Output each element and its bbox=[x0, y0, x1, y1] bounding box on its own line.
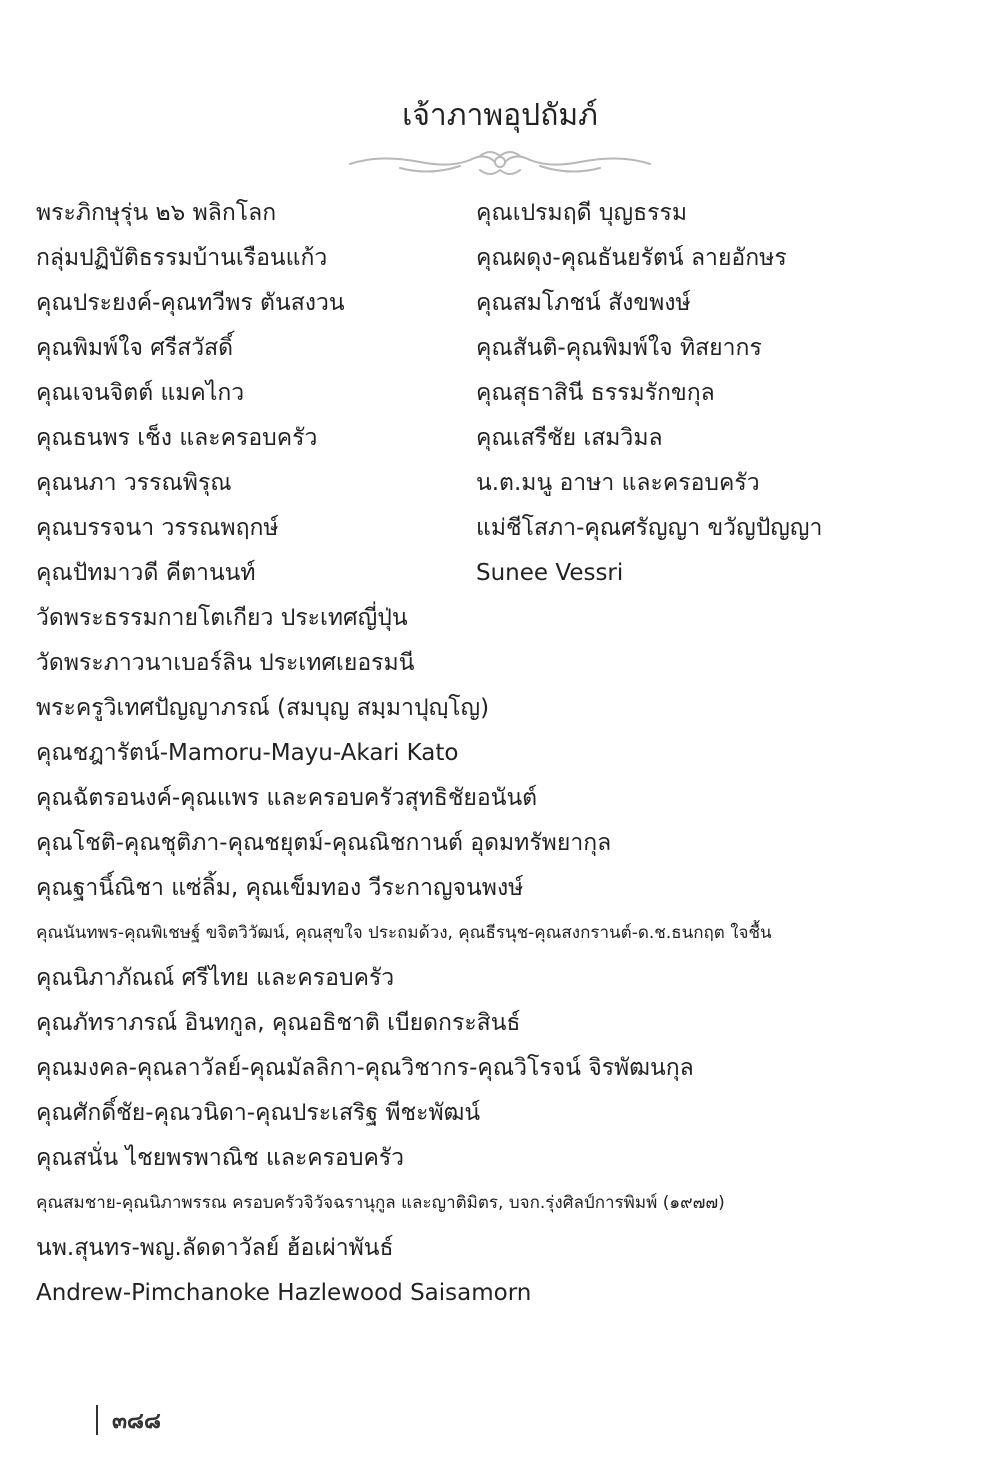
list-item: คุณชฎารัตน์-Mamoru-Mayu-Akari Kato bbox=[36, 739, 459, 766]
list-item-left: คุณประยงค์-คุณทวีพร ตันสงวน bbox=[36, 289, 345, 316]
list-item-left: คุณปัทมาวดี คีตานนท์ bbox=[36, 559, 256, 586]
list-item: คุณศักดิ์ชัย-คุณวนิดา-คุณประเสริฐ พีชะพัฒน์ bbox=[36, 1099, 481, 1126]
list-item: คุณสมชาย-คุณนิภาพรรณ ครอบครัวจิวัจฉรานุกูล และญาติมิตร, บจก.รุ่งศิลป์การพิมพ์ (๑๙๗๗) bbox=[36, 1193, 725, 1213]
list-row bbox=[36, 550, 936, 595]
list-item: พระครูวิเทศปัญญาภรณ์ (สมบุญ สมฺมาปุญฺโญ) bbox=[36, 694, 490, 721]
list-item-right: คุณเสรีชัย เสมวิมล bbox=[476, 424, 663, 451]
list-item-right: คุณสันติ-คุณพิมพ์ใจ ทิสยากร bbox=[476, 334, 762, 361]
ornament-divider-icon bbox=[340, 142, 660, 182]
list-item: คุณภัทราภรณ์ อินทกูล, คุณอธิชาติ เบียดกระสินธ์ bbox=[36, 1009, 521, 1036]
list-item-left: คุณบรรจนา วรรณพฤกษ์ bbox=[36, 514, 279, 541]
list-item-left: คุณพิมพ์ใจ ศรีสวัสดิ์ bbox=[36, 334, 234, 361]
list-row bbox=[36, 370, 936, 415]
list-item-right: คุณสุธาสินี ธรรมรักขกุล bbox=[476, 379, 715, 406]
list-item-left: คุณเจนจิตต์ แมคไกว bbox=[36, 379, 245, 406]
list-row bbox=[36, 190, 936, 235]
full-width-list bbox=[36, 595, 966, 1315]
list-row bbox=[36, 415, 936, 460]
list-row bbox=[36, 280, 936, 325]
list-row bbox=[36, 460, 936, 505]
list-item-right: น.ต.มนู อาษา และครอบครัว bbox=[476, 469, 760, 496]
list-item-right: คุณเปรมฤดี บุญธรรม bbox=[476, 199, 687, 226]
list-item-right: Sunee Vessri bbox=[476, 559, 624, 586]
two-column-list bbox=[36, 190, 936, 595]
list-item: คุณมงคล-คุณลาวัลย์-คุณมัลลิกา-คุณวิชากร-คุณวิโรจน์ จิรพัฒนกุล bbox=[36, 1054, 694, 1081]
page-footer bbox=[96, 1402, 161, 1438]
list-item: คุณสนั่น ไชยพรพาณิช และครอบครัว bbox=[36, 1144, 405, 1171]
footer-divider bbox=[96, 1405, 98, 1435]
list-item: Andrew-Pimchanoke Hazlewood Saisamorn bbox=[36, 1279, 532, 1306]
list-item-right: คุณผดุง-คุณธันยรัตน์ ลายอักษร bbox=[476, 244, 787, 271]
list-item-left: คุณนภา วรรณพิรุณ bbox=[36, 469, 232, 496]
list-row bbox=[36, 505, 936, 550]
list-item: นพ.สุนทร-พญ.ลัดดาวัลย์ ฮ้อเผ่าพันธ์ bbox=[36, 1234, 394, 1261]
list-item-left: พระภิกษุรุ่น ๒๖ พลิกโลก bbox=[36, 199, 277, 226]
list-item-right: คุณสมโภชน์ สังขพงษ์ bbox=[476, 289, 691, 316]
list-item-left: คุณธนพร เช็ง และครอบครัว bbox=[36, 424, 318, 451]
list-item: คุณโชติ-คุณชุติภา-คุณชยุตม์-คุณณิชกานต์ อุดมทรัพยากุล bbox=[36, 829, 612, 856]
list-item: คุณนิภาภัณณ์ ศรีไทย และครอบครัว bbox=[36, 964, 395, 991]
page-number: ๓๘๘ bbox=[112, 1408, 161, 1434]
list-row bbox=[36, 325, 936, 370]
list-item-left: กลุ่มปฏิบัติธรรมบ้านเรือนแก้ว bbox=[36, 244, 328, 271]
list-item: คุณฉัตรอนงค์-คุณแพร และครอบครัวสุทธิชัยอนันต์ bbox=[36, 784, 538, 811]
page-title: เจ้าภาพอุปถัมภ์ bbox=[402, 98, 598, 133]
list-item: คุณฐานิ์ณิชา แซ่ลิ้ม, คุณเข็มทอง วีระกาญจนพงษ์ bbox=[36, 874, 524, 901]
list-row bbox=[36, 235, 936, 280]
list-item-right: แม่ชีโสภา-คุณศรัญญา ขวัญปัญญา bbox=[476, 514, 823, 541]
list-item: วัดพระภาวนาเบอร์ลิน ประเทศเยอรมนี bbox=[36, 649, 415, 676]
list-item: วัดพระธรรมกายโตเกียว ประเทศญี่ปุ่น bbox=[36, 604, 408, 631]
list-item: คุณนันทพร-คุณพิเชษฐ์ ขจิตวิวัฒน์, คุณสุขใจ ประถมด้วง, คุณธีรนุช-คุณสงกรานต์-ด.ช.ธนกฤต ใจชื้น bbox=[36, 923, 772, 943]
